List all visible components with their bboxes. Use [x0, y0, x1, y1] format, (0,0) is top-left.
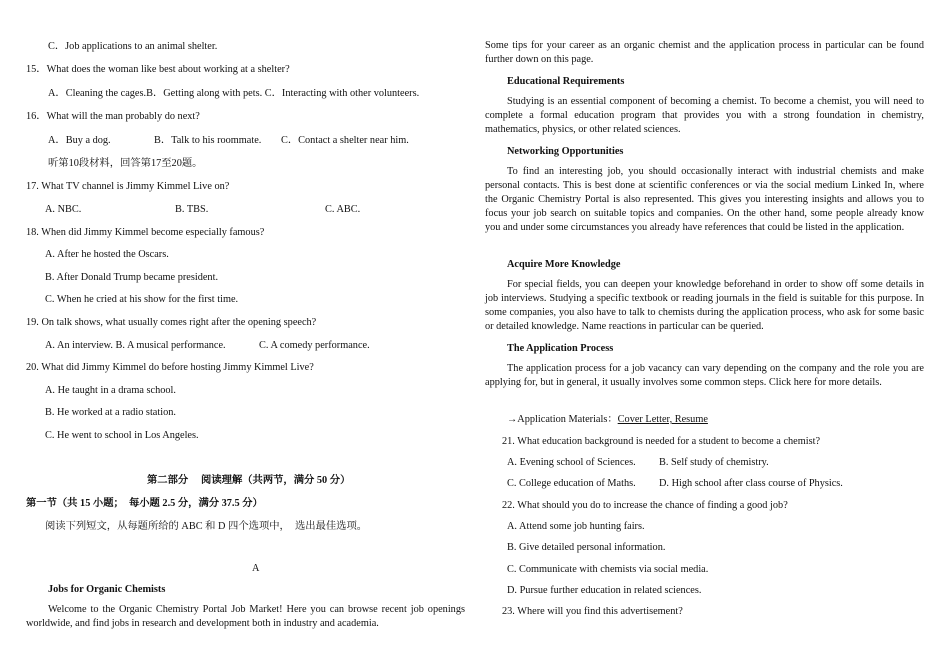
q22-option-d: D. Pursue further education in related sciences. [507, 585, 702, 596]
q20-question: 20. What did Jimmy Kimmel do before hosting Jimmy Kimmel Live? [26, 362, 314, 373]
heading-networking-opportunities: Networking Opportunities [507, 146, 624, 157]
part2-title: 第二部分 阅读理解（共两节，满分 50 分） [147, 475, 351, 486]
section1-title: 第一节（共 15 小题； 每小题 2.5 分，满分 37.5 分） [26, 498, 263, 509]
passage-intro: Welcome to the Organic Chemistry Portal Job Market! Here you can browse recent job openings worldwide, and find jobs in research and development both in industry and academia. [26, 604, 465, 629]
q21-option-c: C. College education of Maths. [507, 478, 636, 489]
q17-option-b: B. TBS. [175, 204, 209, 215]
paragraph-educational-requirements: Studying is an essential component of becoming a chemist. To become a chemist, you will need to complete a formal education program that provides you with a strong foundation in chemistry, mathematics, physics, or other related sciences. [485, 96, 924, 135]
q18-question: 18. When did Jimmy Kimmel become especially famous? [26, 227, 265, 238]
section-instruction-10: 听第10段材料，回答第17至20题。 [48, 158, 203, 169]
q16-option-b: B．Talk to his roommate. [154, 135, 262, 146]
application-materials [507, 413, 708, 426]
q21-option-a: A. Evening school of Sciences. [507, 457, 636, 468]
heading-acquire-more-knowledge: Acquire More Knowledge [507, 259, 621, 270]
q20-option-c: C. He went to school in Los Angeles. [45, 430, 199, 441]
heading-application-process: The Application Process [507, 343, 614, 354]
passage-title: Jobs for Organic Chemists [48, 584, 166, 595]
passage-label: A [252, 563, 260, 574]
q14-option-c: C．Job applications to an animal shelter. [48, 41, 218, 52]
q17-option-a: A. NBC. [45, 204, 82, 215]
paragraph-networking-opportunities: To find an interesting job, you should occasionally interact with industrial chemists and make personal contacts. This is best done at scientific conferences or via the social medium Linked In, where the Organic Chemistry Portal is also represented. This gives you interesting insights and allows you to focus your job search on suitable topics and companies. On the other hand, some people already know you and under some circumstances you already have references that could be listed in the application. [485, 166, 924, 233]
q21-option-b: B. Self study of chemistry. [659, 457, 769, 468]
heading-educational-requirements: Educational Requirements [507, 76, 625, 87]
q22-option-b: B. Give detailed personal information. [507, 542, 666, 553]
paragraph-acquire-more-knowledge: For special fields, you can deepen your knowledge beforehand in order to show off some details in job interviews. Studying a specific textbook or reading journals in the field is suitable for this purpose. In some companies, you also have to talk to chemists during the application process, who ask for some basic or detailed knowledge. Name reactions in particular can be queried. [485, 279, 924, 332]
q20-option-a: A. He taught in a drama school. [45, 385, 176, 396]
application-materials-label: →Application Materials： [507, 414, 618, 425]
q18-option-c: C. When he cried at his show for the first time. [45, 294, 239, 305]
q21-option-d: D. High school after class course of Physics. [659, 478, 843, 489]
q17-option-c: C. ABC. [325, 204, 361, 215]
section1-instruction: 阅读下列短文，从每题所给的 ABC 和 D 四个选项中， 选出最佳选项。 [45, 521, 368, 532]
q21-question: 21. What education background is needed for a student to become a chemist? [502, 436, 821, 447]
q16-option-a: A．Buy a dog. [48, 135, 111, 146]
q15-options: A．Cleaning the cages.B．Getting along with pets. C．Interacting with other volunteers. [48, 88, 420, 99]
q19-option-c: C. A comedy performance. [259, 340, 370, 351]
q16-question: 16．What will the man probably do next? [26, 111, 200, 122]
tips-paragraph: Some tips for your career as an organic chemist and the application process in particular can be found further down on this page. [485, 40, 924, 65]
q18-option-b: B. After Donald Trump became president. [45, 272, 219, 283]
q19-question: 19. On talk shows, what usually comes right after the opening speech? [26, 317, 317, 328]
q15-question: 15．What does the woman like best about working at a shelter? [26, 64, 290, 75]
q19-options-ab: A. An interview. B. A musical performance. [45, 340, 226, 351]
q18-option-a: A. After he hosted the Oscars. [45, 249, 169, 260]
application-materials-link[interactable]: Cover Letter, Resume [617, 414, 708, 425]
q16-option-c: C．Contact a shelter near him. [281, 135, 409, 146]
q17-question: 17. What TV channel is Jimmy Kimmel Live on? [26, 181, 230, 192]
q23-question: 23. Where will you find this advertisement? [502, 606, 683, 617]
paragraph-application-process: The application process for a job vacancy can vary depending on the company and the role you are applying for, but in general, it usually involves some common steps. Click here for more details. [485, 363, 924, 388]
q22-option-c: C. Communicate with chemists via social media. [507, 564, 709, 575]
q22-question: 22. What should you do to increase the chance of finding a good job? [502, 500, 788, 511]
q22-option-a: A. Attend some job hunting fairs. [507, 521, 645, 532]
q20-option-b: B. He worked at a radio station. [45, 407, 176, 418]
